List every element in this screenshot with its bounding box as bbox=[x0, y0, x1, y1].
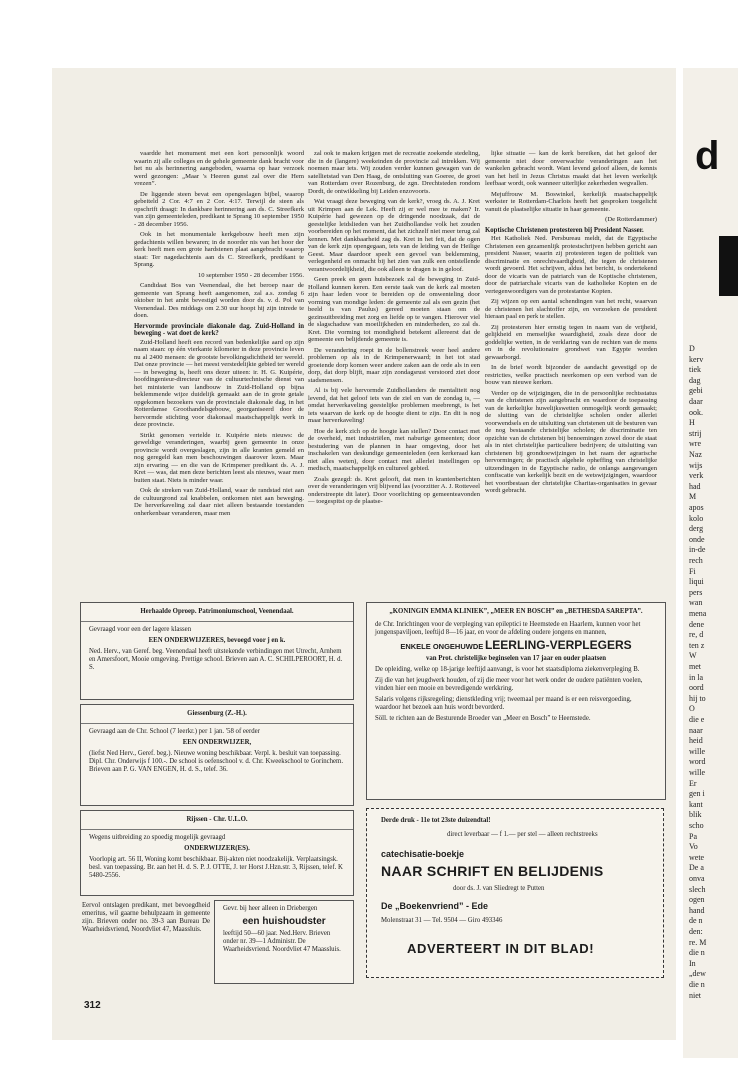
text-fragment: Naz bbox=[689, 450, 702, 459]
text-fragment: mena bbox=[689, 609, 707, 618]
paragraph: Strikt genomen vertelde ir. Kuipérie niets nieuws: de geweldige veranderingen, waarbij geen gemeente in onze provincie wordt overgeslagen, zijn in alle kranten gemeld en nog geregeld kan men beschouwingen daarover lezen. Maar zijn ervaring — en die van de Krimpener predikant ds. A. J. Kret — was, dat men deze berichten leest als nieuws, waar men buiten staat. Niets is minder waar. bbox=[134, 431, 304, 484]
paragraph: Verder op de wijzigingen, die in de persoonlijke rechtsstatus van de christenen zijn aangebracht en waardoor de toepassing van de kerkelijke huwelijkswetten onmogelijk wordt gemaakt; de sluiting van de christelijke scholen onder allerlei voorwendsels en de uitsluiting van christenen uit de besturen van de nog bestaande christelijke scholen; de discriminatie ten opzichte van de christenen bij benoemingen zowel door de staat als in niet christelijke particuliere bedrijven; de uitsluiting van christenen bij grondtoewijzingen in het raam der agrarische hervormingen; de practisch algehele opheffing van christelijke uitzendingen in de Egyptische radio, de onlangs aangevangen confiscatie van kerkelijk bezit en de wetswijzigingen, waardoor het voortbestaan der christelijke Charitas-organisaties in gevaar wordt gebracht. bbox=[485, 389, 657, 494]
text-fragment: apos bbox=[689, 503, 704, 512]
paragraph: Ook in het monumentale kerkgebouw heeft men zijn gedachtenis willen bewaren; in de noorder nis van het hoor der kerk heeft men een grote hardstenen plaat aangebracht waarop staat: Ter nagedachtenis aan ds C. Streefkerk, predikant te Sprang. bbox=[134, 231, 304, 268]
text-fragment: Fi bbox=[689, 566, 696, 576]
text-fragment: ogen bbox=[689, 895, 705, 905]
text-fragment: „dew bbox=[689, 969, 706, 979]
ad-line: Molenstraat 31 — Tel. 9504 — Giro 493346 bbox=[381, 917, 503, 924]
ad-title: een huishoudster bbox=[242, 916, 326, 927]
text-fragment: kant bbox=[689, 799, 703, 809]
ad-line: catechisatie-boekje bbox=[381, 849, 465, 859]
paragraph: Geen preek en geen huisbezoek zal de beweging in Zuid-Holland kunnen keren. Een eerste taak van de kerk zal moeten zijn haar leden voor te bereiden op de omwenteling door vorming van mondige leden: de gemeente zal als een gezin (het beeld is van Paulus) gereed moeten staan om de gezinsuitbreiding met zorg en liefde op te vangen. Hierover viel de slagschaduw van moeilijkheden en minderheden, zo zal ds. Kret. Die vorming tot mondigheid betekent allereerst dat de gemeente een belijdende gemeente is. bbox=[308, 276, 480, 343]
paragraph: 10 september 1950 - 28 december 1956. bbox=[197, 271, 304, 279]
paragraph: Het Katholiek Ned. Persbureau meldt, dat de Egyptische Christenen een gezamenlijk protestschrijven hebben gericht aan president Nasser, waarin zij protesteren tegen de politiek van discriminatie en onrechtvaardigheid, die tegen de christenen wordt gevoerd. Het schrijven, aldus het bericht, is ondertekend door de vicaris van de patriarch van de Koptische christenen, door de patriarchale vicaris van de katholieke Kopten en de vertegenwoordigers van de protestantse Kopten. bbox=[485, 235, 657, 295]
text-column-3 bbox=[485, 150, 657, 498]
text-fragment: W bbox=[689, 651, 697, 661]
ad-body: (liefst Ned Herv., Geref. beg.). Nieuwe woning beschikbaar. Verpl. k. besluit van toepassing. Dipl. Chr. Onderwijs f 100.-. De school is oefenschool v. d. Chr. Kweekschool te Gorinchem. Brieven aan P. G. VAN ENGEN, H. d. S., telef. 36. bbox=[89, 750, 344, 773]
ad-rijssen bbox=[80, 810, 354, 896]
paragraph: Zoals gezegd: ds. Kret gelooft, dat men in krantenberichten over de veranderingen vrij blijvend las (voorzitter A. J. Rotteveel onderstreepte dit later). Door voorlichting op gemeenteavonden — toegespitst op de plaatse- bbox=[308, 475, 480, 505]
ad-line: ONDERWIJZER(ES). bbox=[184, 845, 250, 852]
article-heading: Koptische Christenen protesteren bij President Nasser. bbox=[485, 226, 644, 234]
paragraph: Al is bij vele hervormde Zuidhollanders de mentaliteit nog levend, dat het geloof iets van de ziel en van de zondag is, —omdat herverkaveling geestelijke problemen meebrengt, is het iets waarvan de kerk op de hoogte dient te zijn. En dit is nog maar herverkaveling! bbox=[308, 387, 480, 424]
text-fragment: dene bbox=[689, 619, 705, 629]
text-fragment: wijs bbox=[689, 460, 703, 470]
ad-line: Derde druk - 11e tot 23ste duizendtal! bbox=[381, 817, 491, 824]
page-number: 312 bbox=[84, 1000, 101, 1011]
ad-line: Gevraagd aan de Chr. School (7 leerkr.) per 1 jan. '58 of eerder bbox=[89, 728, 260, 735]
paragraph: Candidaat Bos van Veenendaal, die het beroep naar de gemeente van Sprang heeft aangenomen, zal a.s. zondag 6 oktober in het ambt bevestigd worden door ds. v. d. Pol van Veenendaal. Des middags om 2.30 uur hoopt hij zijn intrede te doen. bbox=[134, 282, 304, 319]
ad-heading: Herhaalde Oproep. Patrimoniumschool, Veenendaal. bbox=[140, 608, 294, 615]
ad-slogan: ADVERTEERT IN DIT BLAD! bbox=[407, 941, 595, 956]
ad-line: van Prot. christelijke beginselen van 17 jaar en ouder plaatsen bbox=[425, 655, 607, 662]
text-fragment: die e bbox=[689, 715, 705, 724]
ad-body: Ned. Herv., van Geref. beg. Veenendaal heeft uitstekende verbindingen met Utrecht, Arnhem en Amersfoort, Mooie omgeving. Prettige school. Brieven aan A. C. SCHILPEROORT, H. d. S. bbox=[89, 648, 343, 671]
text-fragment: kolo bbox=[689, 513, 704, 523]
text-fragment: Er bbox=[689, 778, 697, 788]
text-fragment: had bbox=[689, 481, 701, 491]
paragraph: Zij wijzen op een aantal schendingen van het recht, waarvan de christenen het slachtoffer zijn, en verzoeken de president hieraan paal en perk te stellen. bbox=[485, 298, 657, 320]
ad-body: De opleiding, welke op 18-jarige leeftijd aanvangt, is voor het staatsdiploma ziekenverpleging B. bbox=[375, 666, 640, 673]
ad-emeritus: Eervol ontslagen predikant, met bevoegdheid emeritus, wil gaarne behulpzaam in gemeente zijn. Brieven onder no. 39-3 aan Bureau De Waarheidsvriend, Noordvliet 47, Maassluis. bbox=[82, 902, 210, 933]
ad-body: leeftijd 50—60 jaar. Ned.Herv. Brieven onder nr. 39—1 Administr. De Waarheidsvriend. Noordvliet 47 Maassluis. bbox=[223, 930, 341, 953]
text-fragment: met bbox=[689, 662, 701, 671]
next-page-edge bbox=[683, 68, 738, 1058]
text-fragment: wete bbox=[689, 852, 705, 862]
text-fragment: in-de bbox=[689, 545, 706, 555]
article-heading: Hervormde provinciale diakonale dag. Zuid-Holland in beweging - wat doet de kerk? bbox=[134, 322, 304, 337]
text-fragment: hij to bbox=[689, 693, 706, 703]
text-fragment: wille bbox=[689, 746, 705, 756]
ad-line: De „Boekenvriend” - Ede bbox=[381, 901, 489, 911]
ad-line: Gevraagd voor een der lagere klassen bbox=[89, 626, 192, 633]
text-fragment: liqui bbox=[689, 577, 704, 587]
text-fragment: die n bbox=[689, 948, 705, 958]
text-fragment: wille bbox=[689, 768, 705, 777]
ad-title: NAAR SCHRIFT EN BELIJDENIS bbox=[381, 863, 604, 879]
text-fragment: Vo bbox=[689, 842, 698, 852]
text-fragment: pers bbox=[689, 587, 703, 597]
ad-veenendaal bbox=[80, 602, 354, 700]
ad-boekje bbox=[366, 808, 664, 978]
text-fragment: scho bbox=[689, 821, 704, 830]
ad-line: EEN ONDERWIJZER, bbox=[182, 739, 252, 746]
paragraph: (De Rotterdammer) bbox=[605, 216, 657, 223]
paragraph: Zij protesteren hier ernstig tegen in naam van de vrijheid, gelijkheid en menselijke waardigheid, zoals deze door de goddelijke wetten, in de verklaring van de rechten van de mens en in de revolutionaire grondwet van Egypte worden gewaarborgd. bbox=[485, 323, 657, 361]
text-column-1 bbox=[134, 150, 304, 520]
text-fragment: D bbox=[689, 344, 695, 353]
text-fragment: de n bbox=[689, 916, 703, 926]
text-fragment: word bbox=[689, 757, 706, 767]
ad-heading: „KONINGIN EMMA KLINIEK”, „MEER EN BOSCH” en „BETHESDA SAREPTA”. bbox=[389, 608, 643, 615]
text-fragment: slech bbox=[689, 884, 706, 894]
text-fragment: heid bbox=[689, 736, 703, 746]
text-fragment: re, d bbox=[689, 630, 704, 640]
paragraph: lijke situatie — kan de kerk bereiken, dat het geloof der gemeente niet door onverwachte veranderingen aan het wankelen gebracht wordt. Want levend geloof alleen, de kennis van het heil in Jezus Christus maakt dat het leven werkelijk leefbaar wordt, ook wanneer uiterlijke zekerheden wegvallen. bbox=[485, 150, 657, 187]
ad-huishoudster bbox=[214, 900, 354, 984]
ad-body: Zij die van het jeugdwerk houden, of zij die meer voor het werk onder de oudere patiënten voelen, vinden hier een mooie en bevredigende werkkring. bbox=[375, 677, 643, 692]
ad-body: Söll. te richten aan de Besturende Broeder van „Meer en Bosch” te Heemstede. bbox=[375, 715, 591, 722]
text-fragment: wan bbox=[689, 598, 703, 608]
text-fragment: kerv bbox=[689, 354, 704, 364]
ad-heading: Giessenburg (Z.-H.). bbox=[187, 710, 247, 717]
text-fragment: strij bbox=[689, 428, 702, 438]
ad-body: Voorlopig art. 56 II, Woning komt beschikbaar. Bij-akten niet noodzakelijk. Verplaatsingsk. besl. van toepassing. Br. aan het H. d. S. P. J. OTTE, J. ter Horst J.Hzn.str. 3, Rijssen, telef. K 5480-2556. bbox=[89, 856, 343, 879]
paragraph: vaardde het monument met een kort persoonlijk woord waarin zij alle colleges en de gehele gemeente dank bracht voor het nu als herinnering aangeboden, waarna op haar verzoek werd gezongen: „Maar 's Heeren gunst zal over die Hem vrezen”. bbox=[134, 150, 304, 187]
text-fragment: oord bbox=[689, 683, 704, 693]
text-column-2 bbox=[308, 150, 480, 509]
ad-line: door ds. J. van Sliedregt te Putten bbox=[453, 885, 545, 892]
paragraph: Ook de streken van Zuid-Holland, waar de randstad niet aan de cultuurgrond zal knabbelen, ontkomen niet aan beweging. De herverkaveling zal daar niet alleen bestaande toestanden onherkenbaar veranderen, maar men bbox=[134, 487, 304, 517]
text-fragment: re. M bbox=[689, 937, 707, 947]
text-fragment: derg bbox=[689, 524, 704, 534]
text-fragment: blik bbox=[689, 810, 702, 820]
text-fragment: In bbox=[689, 958, 696, 968]
text-fragment: onva bbox=[689, 874, 705, 883]
ad-body: Salaris volgens rijksregeling; dienstkleding vrij; tweemaal per maand is er een reisvergoeding, waardoor het bezoek aan huis wordt bevorderd. bbox=[375, 696, 632, 711]
dark-block bbox=[719, 236, 738, 296]
text-fragment: in la bbox=[689, 672, 703, 682]
text-fragment: daar bbox=[689, 397, 703, 406]
paragraph: In de brief wordt bijzonder de aandacht gevestigd op de restricties, welke practisch neerkomen op een verbod van de bouw van nieuwe kerken. bbox=[485, 364, 657, 386]
paragraph: Hoe de kerk zich op de hoogte kan stellen? Door contact met de overheid, met industriëlen, met naburige gemeenten; door bestudering van de plannen in haar omgeving, door het inschakelen van deskundige gemeenteleden (een kerkeraad kan niet alles weten), door contact met allerlei instellingen op medisch, maatschappelijk en cultureel gebied. bbox=[308, 427, 480, 472]
text-fragment: tiek bbox=[689, 365, 701, 375]
paragraph: Mejuffrouw M. Boswinkel, kerkelijk maatschappelijk werkster te Rotterdam-Charlois heeft het gesproken toegelicht vanuit de plaatselijke situatie in haar gemeente. bbox=[485, 190, 657, 213]
text-fragment: H bbox=[689, 418, 695, 428]
ad-line: de Chr. Inrichtingen voor de verpleging van epileptici te Heemstede en Haarlem, kunnen voor het jongenspaviljoen, leeftijd 8—16 jaar, en voor de afdeling oudere jongens en mannen, bbox=[375, 621, 641, 636]
ad-line: EEN ONDERWIJZERES, bevoegd voor j en k. bbox=[148, 637, 286, 644]
text-fragment: De a bbox=[689, 863, 704, 873]
ad-line: direct leverbaar — f 1.— per stel — alleen rechtstreeks bbox=[447, 831, 598, 838]
paragraph: De liggende steen bevat een opengeslagen bijbel, waarop gebeiteld 2 Cor. 4:7 en 2 Cor. 4:17. Terwijl de steen als opschrift draagt: In dankbare herinnering aan ds. C. Streefkerk van zijn gemeenteleden, predikant te Sprang 10 september 1950 - 28 december 1956. bbox=[134, 190, 304, 228]
text-fragment: rech bbox=[689, 556, 703, 565]
text-fragment: ten z bbox=[689, 640, 705, 650]
text-fragment: onde bbox=[689, 534, 705, 544]
paragraph: Zuid-Holland heeft een record van bedenkelijke aard op zijn naam staan: op één vierkante kilometer in deze provincie leven nu al 2400 mensen: de grootste bevolkingsdichtheid ter wereld. Dat onze provincie — het meest verstedelijkte gebied ter wereld — in beweging is, heeft ons dezer uiteen: ir. H. G. Kuipérie, hoofdingenieur-directeur van de cultuurtechnische dienst van het ministerie van landbouw in Zuid-Holland op bijna beklemmende wijze duidelijk gemaakt aan de in grote getale opgekomen bezoekers van de provinciale diakonale dag, in het Rotterdamse Groothandelsgebouw, georganiseerd door de hervormde stichting voor diakonaal maatschappelijk werk in deze provincie. bbox=[134, 338, 304, 428]
ad-heading: Rijssen - Chr. U.L.O. bbox=[186, 816, 248, 823]
text-fragment: naar bbox=[689, 725, 703, 735]
text-fragment: gebi bbox=[689, 386, 703, 396]
ad-giessenburg bbox=[80, 704, 354, 806]
text-fragment: niet bbox=[689, 990, 701, 1000]
text-fragment: gen i bbox=[689, 789, 705, 799]
text-fragment: hand bbox=[689, 905, 705, 915]
text-fragment: ook. bbox=[689, 407, 703, 417]
text-fragment: wre bbox=[689, 439, 701, 449]
text-fragment: Pa bbox=[689, 831, 697, 841]
ad-title: LEERLING-VERPLEGERS bbox=[484, 638, 632, 652]
text-fragment: M bbox=[689, 492, 697, 502]
text-fragment: den: bbox=[689, 927, 703, 936]
ad-kliniek bbox=[366, 602, 666, 800]
text-fragment: verk bbox=[689, 471, 704, 481]
paragraph: De verandering roept in de bollenstreek weer heel andere problemen op als in de Krimpenerwaard; in het tot stad groeiende dorp komen weer andere zaken aan de orde als in een dorp, dat dorp blijft, maar zijn zondagsrust verstoord ziet door stadsmensen. bbox=[308, 346, 480, 384]
ad-line: Wegens uitbreiding zo spoedig mogelijk gevraagd bbox=[89, 834, 226, 841]
text-fragment: dag bbox=[689, 375, 701, 385]
ad-line: Gevr. bij heer alleen in Driebergen bbox=[223, 905, 318, 912]
text-fragment: O bbox=[689, 704, 695, 714]
ad-line: ENKELE ONGEHUWDE bbox=[400, 642, 484, 651]
text-fragment: die n bbox=[689, 980, 705, 989]
paragraph: Wat vraagt deze beweging van de kerk?, vroeg ds. A. J. Kret uit Krimpen aan de Lek. Heeft zij er wel mee te maken? Ir. Kuipérie had gewezen op de dringende noodzaak, dat de geestelijke leidslieden van het Zuidhollandse volk het zouden voorbereiden op het moment, dat het zichzelf niet meer terug zal kennen. Met dankbaarheid zag ds. Kret in het feit, dat de ogen van de kerk zijn opengegaan, iets van de leiding van de Heilige Geest. Maar daardoor speelt een gevoel van beklemming, verlegenheid en onmacht bij het zien van zulk een ontstellende verantwoordelijkheid, die ook alleen te dragen is in geloof. bbox=[308, 198, 480, 273]
paragraph: zal ook te maken krijgen met de recreatie zoekende stedeling, die in de (langere) weekeinden de provincie zal intrekken. Wij noemen maar iets. Wij zouden verder kunnen gewagen van de satellietstad van Den Haag, de ontsluiting van Goeree, de groei van Rotterdam over Rozenburg, de zgn. Drechtsteden rondom Dordt, de ontwikkeling bij Leiden enzovoorts. bbox=[308, 150, 480, 195]
headline-fragment: d bbox=[695, 134, 720, 178]
